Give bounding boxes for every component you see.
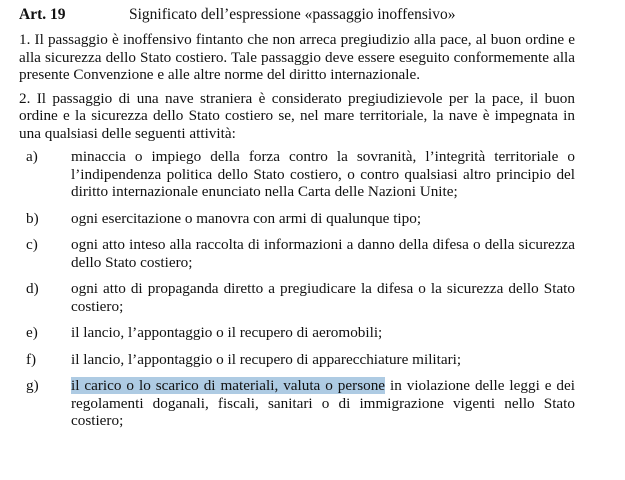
list-item-text: il lancio, l’appontaggio o il recupero di apparecchiature militari; (71, 350, 462, 368)
highlighted-text-selection[interactable]: il carico o lo scarico di materiali, valuta o persone (71, 377, 386, 394)
list-item-d (19, 280, 575, 315)
list-item-text: ogni esercitazione o manovra con armi di qualunque tipo; (71, 209, 422, 227)
list-item-text-rest: in violazione delle leggi e dei regolamenti doganali, fiscali, sanitari o di immigrazione vigenti nello Stato costiero; (71, 377, 575, 429)
list-letter: d) (26, 280, 39, 297)
paragraph-2: 2. Il passaggio di una nave straniera è considerato pregiudizievole per la pace, il buon ordine e la sicurezza dello Stato costiero se, nel mare territoriale, la nave è impegnata in una qualsiasi delle seguenti attività: (19, 89, 575, 142)
list-letter: b) (26, 209, 39, 227)
paragraph-1: 1. Il passaggio è inoffensivo fintanto che non arreca pregiudizio alla pace, al buon ordine e alla sicurezza dello Stato costiero. Tale passaggio deve essere eseguito conformemente alla presente Convenzione e alle altre norme del diritto internazionale. (19, 31, 575, 83)
list-item-f (19, 351, 575, 369)
list-item-text: ogni atto inteso alla raccolta di informazioni a danno della difesa o della sicurezza dello Stato costiero; (71, 236, 575, 271)
article-heading (19, 6, 575, 26)
list-item-c (19, 236, 575, 271)
list-item-text: ogni atto di propaganda diretto a pregiudicare la difesa o la sicurezza dello Stato costiero; (71, 280, 575, 315)
list-item-text: il lancio, l’appontaggio o il recupero di aeromobili; (71, 324, 383, 341)
list-item-b (19, 210, 575, 228)
list-letter: e) (26, 324, 38, 341)
list-letter: g) (26, 377, 39, 394)
article-number: Art. 19 (19, 6, 66, 23)
list-letter: c) (26, 236, 38, 253)
article-title: Significato dell’espressione «passaggio inoffensivo» (129, 6, 456, 23)
document-page (19, 6, 575, 439)
list-letter: a) (26, 148, 38, 165)
list-item-e (19, 324, 575, 342)
list-item-g (19, 377, 575, 430)
list-item-text: minaccia o impiego della forza contro la sovranità, l’integrità territoriale o l’indipendenza politica dello Stato costiero, o contro qualsiasi altro principio del diritto internazionale enunciato nella Carta delle Nazioni Unite; (71, 148, 575, 200)
list-letter: f) (26, 350, 37, 368)
list-item-text (71, 377, 575, 430)
list-item-a (19, 148, 575, 201)
